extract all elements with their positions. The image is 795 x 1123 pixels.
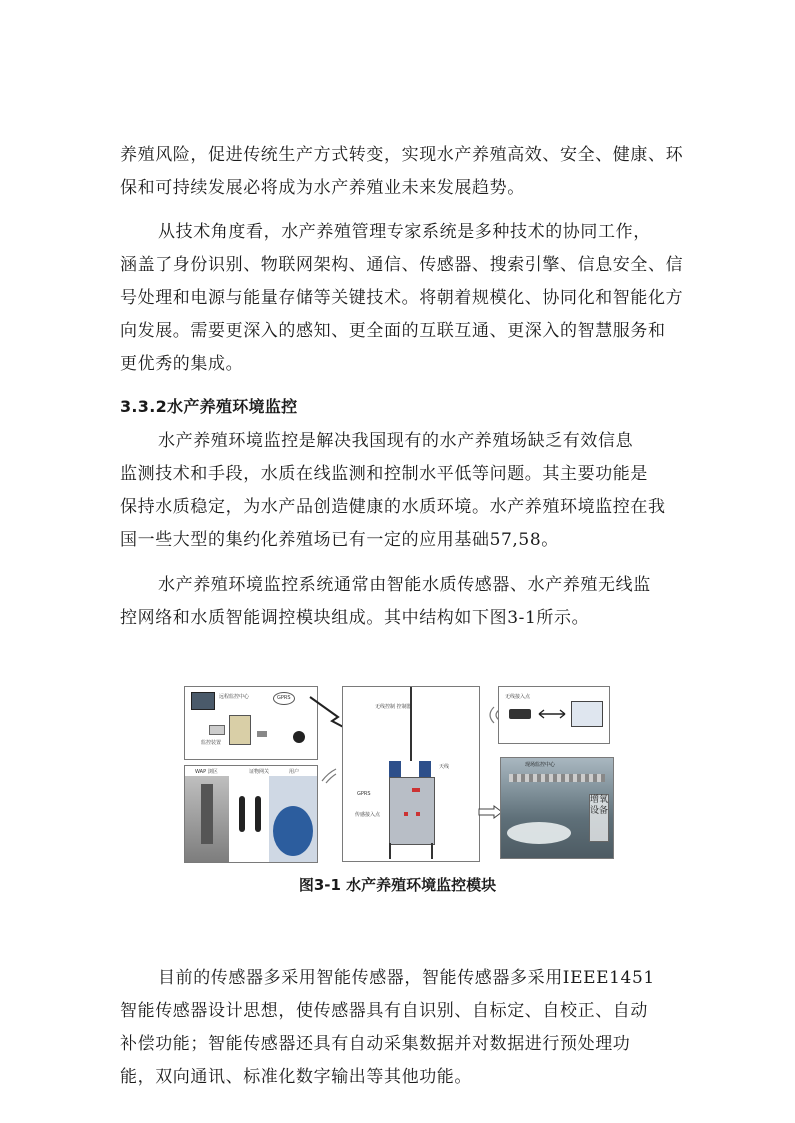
text-line: 能，双向通讯、标准化数字输出等其他功能。: [120, 1067, 472, 1087]
text-line: 国一些大型的集约化养殖场已有一定的应用基础57,58。: [120, 530, 559, 550]
paragraph-4: [120, 569, 690, 635]
text-line: 保持水质稳定，为水产品创造健康的水质环境。水产养殖环境监控在我: [120, 497, 666, 517]
site-center-label: 现场监控中心: [525, 762, 556, 768]
computer-image: [209, 725, 225, 735]
wap-label: WAP 浏区: [195, 769, 218, 775]
buoy-sensor-image: [185, 776, 229, 862]
text-line: 补偿功能；智能传感器还具有自动采集数据并对数据进行预处理功: [120, 1034, 631, 1054]
aerator-label: 增氧设备: [589, 794, 609, 842]
monitoring-system-figure: [180, 683, 615, 865]
gateway-label: 证物网关: [249, 769, 270, 775]
paragraph-3: [120, 425, 690, 557]
camera-label: 监控装置: [201, 740, 222, 746]
text-line: 目前的传感器多采用智能传感器，智能传感器多采用IEEE1451: [158, 968, 655, 988]
gprs-cloud-icon: GPRS: [273, 692, 295, 705]
text-line: 向发展。需要更深入的感知、更全面的互联互通、更深入的智慧服务和: [120, 321, 666, 341]
server-image: [229, 715, 251, 745]
paragraph-5: [120, 962, 690, 1094]
user-label: 用户: [289, 769, 300, 775]
screen-image: [571, 701, 603, 727]
text-line: 控网络和水质智能调控模块组成。其中结构如下图3-1所示。: [120, 608, 590, 628]
remote-center-panel: [184, 686, 318, 760]
wireless-access-label: 无线接入点: [505, 694, 531, 700]
section-heading: 3.3.2水产养殖环境监控: [120, 397, 298, 416]
text-line: 从技术角度看，水产养殖管理专家系统是多种技术的协同工作，: [158, 222, 651, 242]
paragraph-1: [120, 139, 690, 205]
control-cabinet: [389, 777, 435, 845]
antenna-device: [389, 761, 401, 777]
router-image: [509, 709, 531, 719]
pier-structure: [509, 774, 605, 782]
text-line: 水产养殖环境监控系统通常由智能水质传感器、水产养殖无线监: [158, 575, 651, 595]
antenna-label: 天线: [439, 764, 450, 770]
remote-center-label: 远程监控中心: [219, 694, 250, 700]
wifi-waves-icon: [318, 765, 340, 785]
aerator-splash: [507, 822, 571, 844]
controller-panel: [342, 686, 480, 862]
text-line: 涵盖了身份识别、物联网架构、通信、传感器、搜索引擎、信息安全、信: [120, 255, 684, 275]
antenna-pole: [410, 687, 412, 761]
paragraph-2: [120, 216, 690, 381]
text-line: 水产养殖环境监控是解决我国现有的水产养殖场缺乏有效信息: [158, 431, 634, 451]
tank-image: [269, 776, 317, 862]
phone-image: [257, 731, 267, 737]
figure-caption: 图3-1 水产养殖环境监控模块: [298, 876, 497, 894]
text-line: 智能传感器设计思想，使传感器具有自识别、自标定、自校正、自动: [120, 1001, 648, 1021]
text-line: 号处理和电源与能量存储等关键技术。将朝着规模化、协同化和智能化方: [120, 288, 684, 308]
sensor-node-label: 传感接入点: [355, 812, 381, 818]
user-avatar-image: [293, 731, 305, 743]
probe-sensor-image: [239, 796, 245, 832]
text-line: 更优秀的集成。: [120, 354, 244, 374]
text-line: 养殖风险，促进传统生产方式转变，实现水产养殖高效、安全、健康、环: [120, 145, 684, 165]
controller-label: 无线控制 控制器: [375, 704, 412, 710]
monitor-image: [191, 692, 215, 710]
antenna-device: [419, 761, 431, 777]
probe-sensor-image: [255, 796, 261, 832]
text-line: 监测技术和手段，水质在线监测和控制水平低等问题。其主要功能是: [120, 464, 648, 484]
sensor-panel: [184, 765, 318, 863]
aerator-pond-image: [500, 757, 614, 859]
gprs-box-label: GPRS: [357, 791, 371, 797]
wireless-access-panel: [498, 686, 610, 744]
text-line: 保和可持续发展必将成为水产养殖业未来发展趋势。: [120, 178, 525, 198]
double-arrow-icon: [537, 709, 567, 719]
